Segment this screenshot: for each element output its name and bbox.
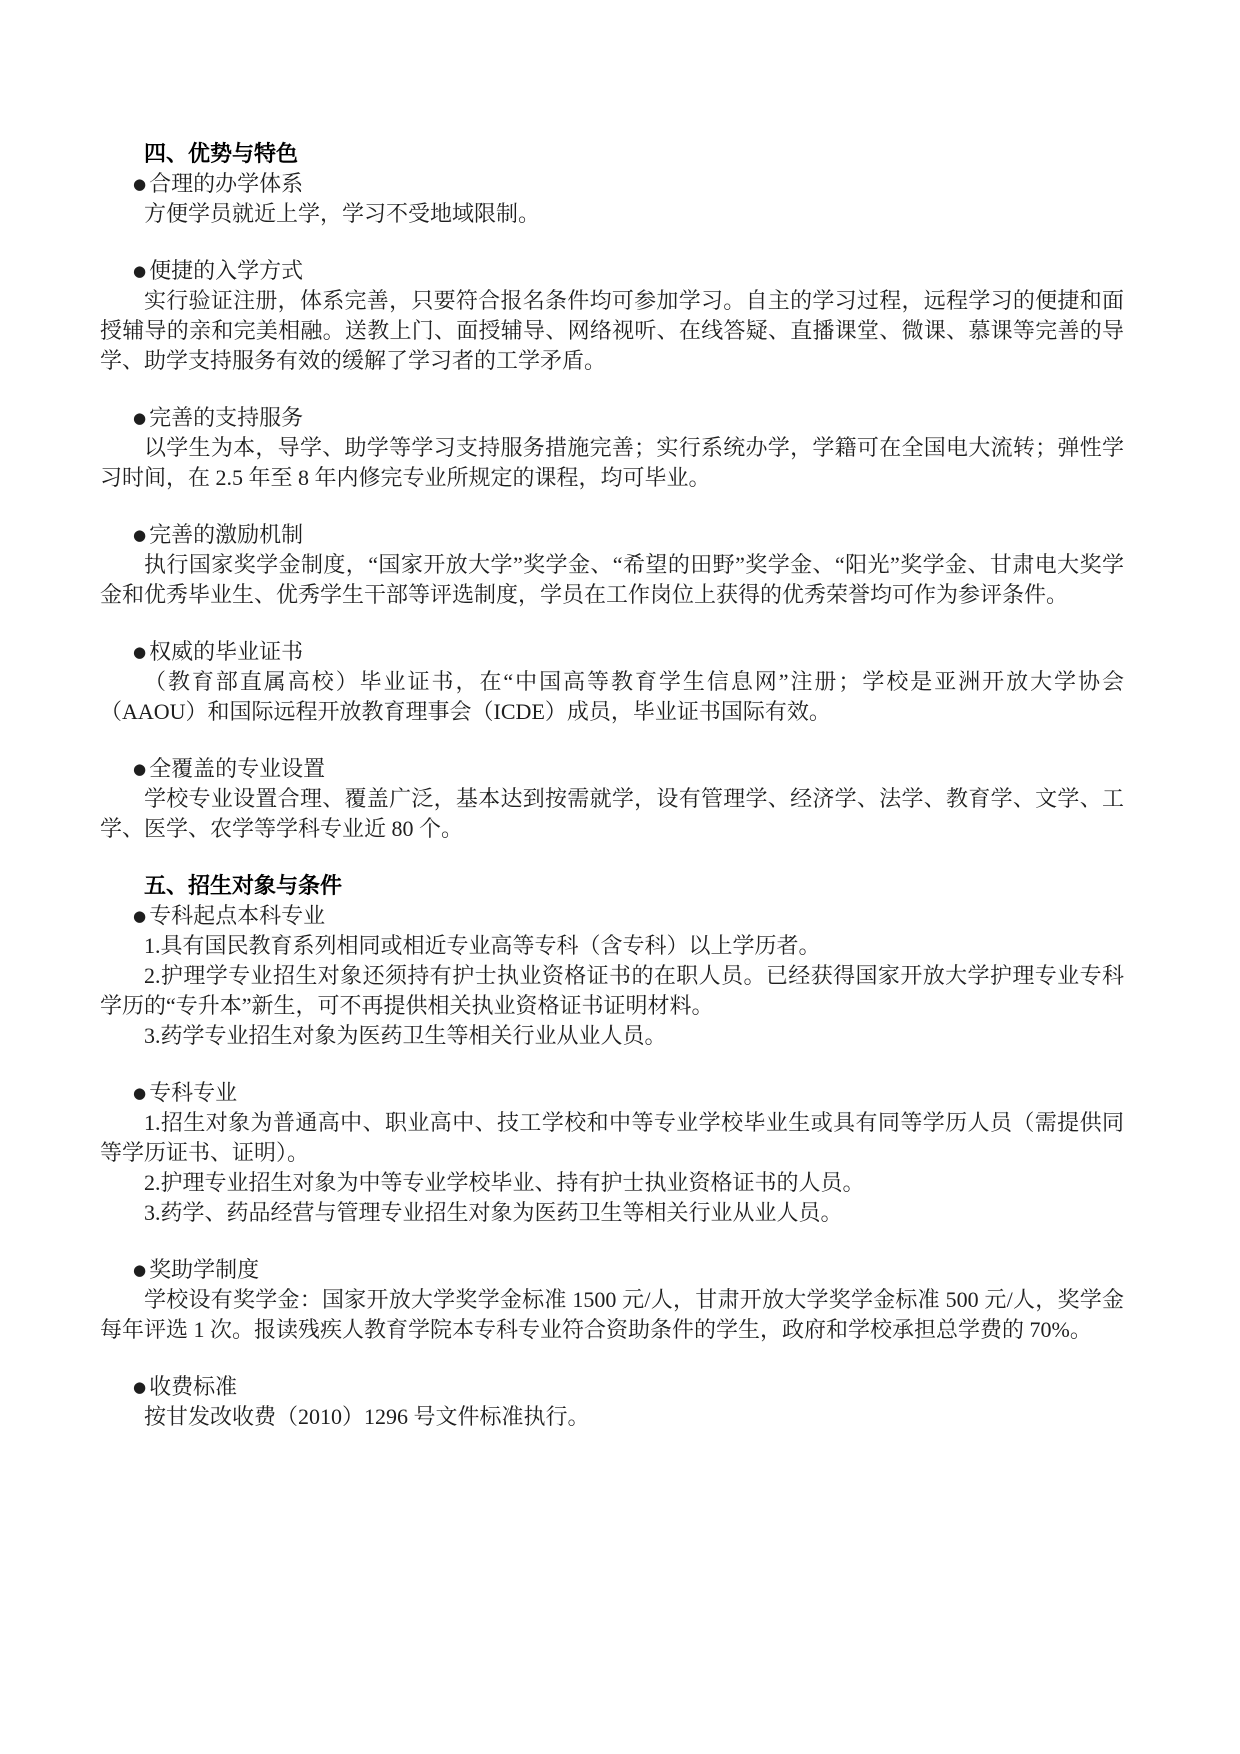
bullet-title-text: 专科专业: [149, 1080, 238, 1105]
numbered-item: 1.具有国民教育系列相同或相近专业高等专科（含专科）以上学历者。: [144, 933, 821, 958]
bullet-icon: ●: [133, 175, 147, 193]
enrollment-block-junior-college: [100, 1078, 1124, 1228]
feature-block-support-services: [100, 403, 1124, 493]
bullet-title-text: 收费标准: [149, 1374, 238, 1399]
bullet-title-text: 完善的支持服务: [149, 405, 304, 430]
bullet-icon: ●: [133, 907, 147, 925]
numbered-item: 1.招生对象为普通高中、职业高中、技工学校和中等专业学校毕业生或具有同等学历人员（需提供同等学历证书、证明）。: [100, 1110, 1124, 1165]
enrollment-block-upgrade-bachelor: [100, 901, 1124, 1051]
paragraph: 学校专业设置合理、覆盖广泛，基本达到按需就学，设有管理学、经济学、法学、教育学、文学、工学、医学、农学等学科专业近 80 个。: [100, 786, 1124, 841]
paragraph: 执行国家奖学金制度，“国家开放大学”奖学金、“希望的田野”奖学金、“阳光”奖学金、甘肃电大奖学金和优秀毕业生、优秀学生干部等评选制度，学员在工作岗位上获得的优秀荣誉均可作为参评条件。: [100, 552, 1124, 607]
bullet-icon: ●: [133, 643, 147, 661]
bullet-title-line: [100, 1255, 1124, 1285]
paragraph: 学校设有奖学金：国家开放大学奖学金标准 1500 元/人，甘肃开放大学奖学金标准 500 元/人，奖学金每年评选 1 次。报读残疾人教育学院本专科专业符合资助条件的学生，政府和学校承担总学费的 70%。: [100, 1287, 1124, 1342]
bullet-icon: ●: [133, 1261, 147, 1279]
bullet-title-text: 专科起点本科专业: [149, 903, 326, 928]
bullet-icon: ●: [133, 526, 147, 544]
bullet-title-line: [100, 256, 1124, 286]
bullet-title-text: 便捷的入学方式: [149, 258, 304, 283]
bullet-title-line: [100, 637, 1124, 667]
feature-block-enrollment-method: [100, 256, 1124, 376]
section-heading-enrollment: 五、招生对象与条件: [144, 873, 343, 898]
bullet-icon: ●: [133, 1378, 147, 1396]
section-heading-advantages: 四、优势与特色: [144, 141, 299, 166]
fee-standard-block: [100, 1372, 1124, 1432]
bullet-icon: ●: [133, 760, 147, 778]
bullet-title-line: [100, 1078, 1124, 1108]
bullet-icon: ●: [133, 409, 147, 427]
numbered-item: 3.药学专业招生对象为医药卫生等相关行业从业人员。: [144, 1023, 667, 1048]
bullet-title-line: [100, 403, 1124, 433]
feature-block-school-system: [100, 169, 1124, 229]
numbered-item: 2.护理专业招生对象为中等专业学校毕业、持有护士执业资格证书的人员。: [144, 1170, 865, 1195]
feature-block-diploma: [100, 637, 1124, 727]
bullet-title-line: [100, 169, 1124, 199]
bullet-title-text: 奖助学制度: [149, 1257, 260, 1282]
paragraph: （教育部直属高校）毕业证书，在“中国高等教育学生信息网”注册；学校是亚洲开放大学协会（AAOU）和国际远程开放教育理事会（ICDE）成员，毕业证书国际有效。: [100, 669, 1124, 724]
numbered-item: 2.护理学专业招生对象还须持有护士执业资格证书的在职人员。已经获得国家开放大学护理专业专科学历的“专升本”新生，可不再提供相关执业资格证书证明材料。: [100, 963, 1124, 1018]
bullet-title-text: 合理的办学体系: [149, 171, 304, 196]
scholarship-block: [100, 1255, 1124, 1345]
bullet-icon: ●: [133, 1084, 147, 1102]
feature-block-incentive-mechanism: [100, 520, 1124, 610]
bullet-title-line: [100, 1372, 1124, 1402]
numbered-item: 3.药学、药品经营与管理专业招生对象为医药卫生等相关行业从业人员。: [144, 1200, 843, 1225]
bullet-title-line: [100, 520, 1124, 550]
bullet-title-text: 完善的激励机制: [149, 522, 304, 547]
bullet-title-text: 全覆盖的专业设置: [149, 756, 326, 781]
paragraph: 实行验证注册，体系完善，只要符合报名条件均可参加学习。自主的学习过程，远程学习的便捷和面授辅导的亲和完美相融。送教上门、面授辅导、网络视听、在线答疑、直播课堂、微课、慕课等完善的导学、助学支持服务有效的缓解了学习者的工学矛盾。: [100, 288, 1124, 373]
feature-block-major-coverage: [100, 754, 1124, 844]
paragraph: 以学生为本，导学、助学等学习支持服务措施完善；实行系统办学，学籍可在全国电大流转；弹性学习时间，在 2.5 年至 8 年内修完专业所规定的课程，均可毕业。: [100, 435, 1124, 490]
bullet-title-line: [100, 754, 1124, 784]
paragraph: 按甘发改收费（2010）1296 号文件标准执行。: [144, 1404, 590, 1429]
document-content: [100, 139, 1124, 1432]
paragraph: 方便学员就近上学，学习不受地域限制。: [144, 201, 541, 226]
bullet-title-line: [100, 901, 1124, 931]
bullet-icon: ●: [133, 262, 147, 280]
bullet-title-text: 权威的毕业证书: [149, 639, 304, 664]
